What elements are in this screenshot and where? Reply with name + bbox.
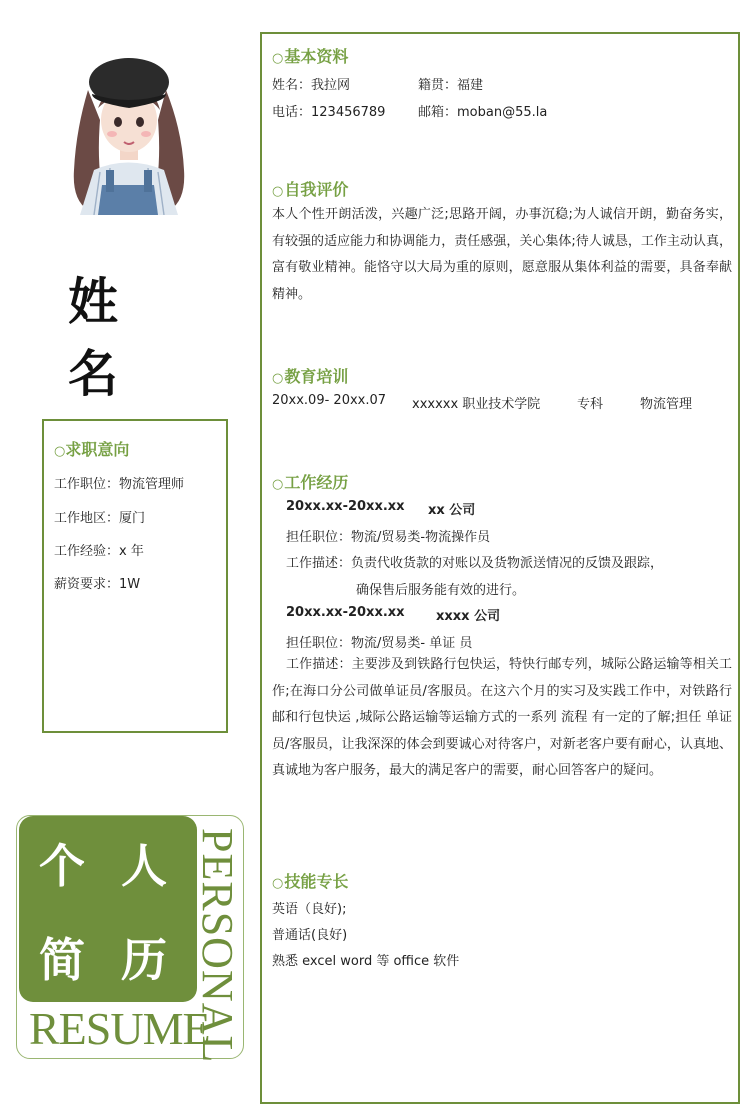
job2-position: 担任职位：物流/贸易类- 单证 员 [286, 636, 473, 651]
education-major: 物流管理 [640, 397, 693, 412]
skill-item: 普通话(良好) [272, 928, 348, 943]
bullet-circle-icon: ○ [272, 876, 284, 891]
avatar [66, 50, 190, 215]
personal-resume-badge [16, 815, 244, 1064]
job2-desc: 工作描述：主要涉及到铁路行包快运，特快行邮专列，城际公路运输等相关工作;在海口分公司做单证员/客服员。在这六个月的实习及实践工作中，对铁路行邮和行包快运 ,城际公路运输等运输方式的一系列 流程 有一定的了解;担任 单证 员/客服员，让我深深的体会到要诚心对待客户，对新老客户要有耐心，认真地、真诚地为客户服务，最大的满足客户的需要，耐心回答客户的疑问。 [272, 657, 732, 778]
bullet-circle-icon: ○ [272, 371, 284, 386]
name-title: 姓 名 [68, 273, 136, 403]
job1-desc-line2: 确保售后服务能有效的进行。 [356, 583, 526, 598]
basic-email: 邮箱：moban@55.la [418, 105, 548, 120]
skill-item: 熟悉 excel word 等 office 软件 [272, 954, 460, 969]
basic-phone: 电话：123456789 [272, 105, 386, 120]
job-location: 工作地区：厦门 [54, 511, 146, 526]
badge-char: 人 [121, 839, 167, 893]
basic-info-heading: ○基本资料 [272, 47, 349, 66]
job1-company: xx 公司 [428, 503, 476, 518]
bullet-circle-icon: ○ [54, 444, 66, 459]
skill-item: 英语（良好); [272, 902, 347, 917]
education-school: xxxxxx 职业技术学院 [412, 397, 541, 412]
bullet-circle-icon: ○ [272, 51, 284, 66]
job-intention-heading: ○求职意向 [54, 440, 130, 459]
content-panel [260, 32, 740, 1104]
job2-company: xxxx 公司 [436, 609, 501, 624]
work-heading: ○工作经历 [272, 473, 349, 492]
skills-heading: ○技能专长 [272, 872, 349, 891]
job-salary: 薪资要求：1W [54, 577, 141, 592]
bullet-circle-icon: ○ [272, 477, 284, 492]
education-heading: ○教育培训 [272, 367, 349, 386]
job-experience: 工作经验：x 年 [54, 544, 144, 559]
badge-green-block [19, 816, 197, 1002]
job1-desc-line1: 工作描述：负责代收货款的对账以及货物派送情况的反馈及跟踪， [286, 556, 664, 571]
job1-period: 20xx.xx-20xx.xx [286, 499, 405, 514]
self-eval-heading: ○自我评价 [272, 180, 349, 199]
resume-text: RESUME [29, 1003, 210, 1054]
badge-char: 历 [121, 933, 167, 987]
job1-position: 担任职位：物流/贸易类-物流操作员 [286, 530, 491, 545]
self-eval-text: 本人个性开朗活泼，兴趣广泛;思路开阔，办事沉稳;为人诚信开朗，勤奋务实，有较强的适应能力和协调能力，责任感强，关心集体;待人诚恳，工作主动认真，富有敬业精神。能恪守以大局为重的原则，愿意服从集体利益的需要，具备奉献精神。 [272, 207, 732, 302]
avatar-illustration [66, 50, 190, 215]
job-intention-box [42, 419, 228, 733]
job2-period: 20xx.xx-20xx.xx [286, 605, 405, 620]
badge-char: 个 [39, 839, 85, 893]
job-position: 工作职位：物流管理师 [54, 477, 185, 492]
education-degree: 专科 [577, 397, 604, 412]
basic-origin: 籍贯：福建 [418, 78, 484, 93]
personal-vertical-text: PERSONAL [193, 828, 242, 1064]
badge-char: 简 [39, 933, 85, 987]
basic-name: 姓名：我拉网 [272, 78, 351, 93]
education-period: 20xx.09- 20xx.07 [272, 393, 387, 408]
bullet-circle-icon: ○ [272, 184, 284, 199]
